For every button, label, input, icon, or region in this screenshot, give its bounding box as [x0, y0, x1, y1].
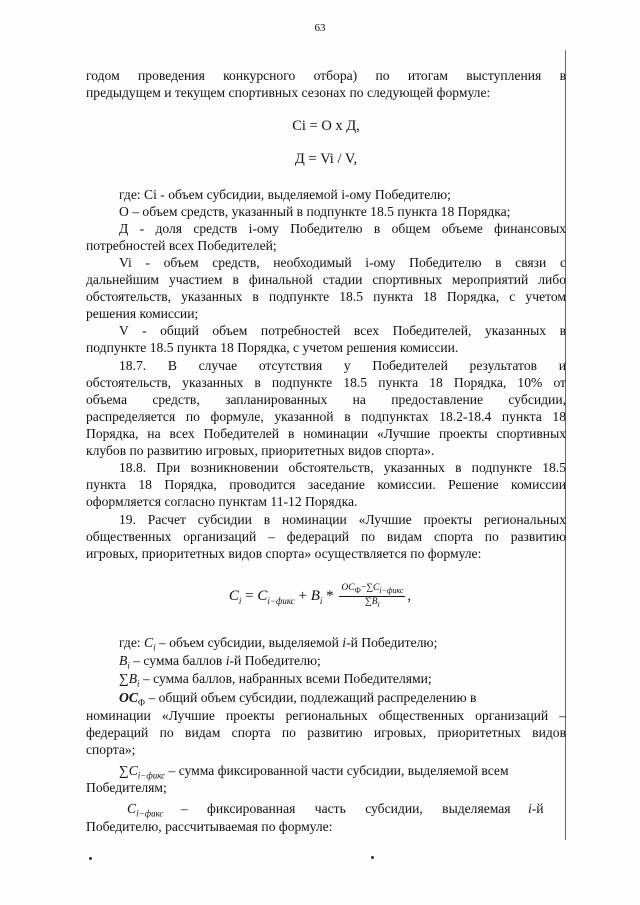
- text-line: игровых, приоритетных видов спорта» осуществляется по формуле:: [86, 546, 482, 561]
- text-line: объема средств, запланированных на предоставление субсидии,: [86, 392, 566, 407]
- text-line: V - общий объем потребностей всех Победителей, указанных в: [119, 323, 566, 338]
- text-line: Победителям;: [86, 780, 167, 795]
- formula-d: Д = Vi / V,: [294, 151, 358, 167]
- text-line: потребностей всех Победителей;: [86, 238, 277, 253]
- text-line: годом проведения конкурсного отбора) по итогам выступления в: [86, 68, 566, 83]
- text-line: федераций по видам спорта по развитию игровых, приоритетных видов: [86, 725, 566, 740]
- text-line: где: Сi - объем субсидии, выделяемой i-ому Победителю;: [119, 187, 451, 202]
- text-line: клубов по развитию игровых, приоритетных видов спорта».: [86, 443, 435, 458]
- text-line: О – объем средств, указанный в подпункте 18.5 пункта 18 Порядка;: [119, 204, 511, 219]
- definition-ci: где: $C_i$ – объем субсидии, выделяемой i-й Победителю;: [119, 635, 438, 653]
- text-line: 18.7. В случае отсутствия у Победителей результатов и: [119, 358, 566, 373]
- text-line: номинации «Лучшие проекты региональных общественных организаций –: [86, 708, 566, 723]
- text-line: обстоятельств, указанных в подпункте 18.5 пункта 18 Порядка, с учетом: [86, 289, 566, 304]
- definition-bi: $B_i$ – сумма баллов i-й Победителю;: [119, 653, 321, 671]
- text-line: 18.8. При возникновении обстоятельств, указанных в подпункте 18.5: [119, 460, 566, 475]
- scan-speck: [371, 856, 374, 859]
- text-line: спорта»;: [86, 742, 136, 757]
- text-line: дальнейшим участием в финальной стадии спортивных мероприятий либо: [86, 272, 566, 287]
- text-line: Vi - объем средств, необходимый i-ому Победителю в связи с: [119, 255, 566, 270]
- text-line: Порядка, на всех Победителей в номинации «Лучшие проекты спортивных: [86, 426, 566, 441]
- text-line: Победителю, рассчитываемая по формуле:: [86, 819, 333, 834]
- text-line: распределяется по формуле, указанной в подпунктах 18.2-18.4 пункта 18: [86, 409, 566, 424]
- text-line: общественных организаций – федераций по видам спорта по развитию: [86, 529, 566, 544]
- text-line: оформляется согласно пунктам 11-12 Порядка.: [86, 494, 358, 509]
- definition-cfix: $C_{i-фикс}$ – фиксированная часть субсидии, выделяемая i-й: [127, 801, 544, 819]
- text-line: решения комиссии;: [86, 306, 199, 321]
- text-line: обстоятельств, указанных в подпункте 18.5 пункта 18 Порядка, 10% от: [86, 375, 566, 390]
- definition-ocf: $ОС_Ф$ – общий объем субсидии, подлежащий распределению в: [119, 690, 477, 708]
- text-line: предыдущем и текущем спортивных сезонах по следующей формуле:: [86, 85, 491, 100]
- definition-sum-bi: $\sum B_i$ – сумма баллов, набранных всеми Победителями;: [119, 671, 432, 689]
- text-line: 19. Расчет субсидии в номинации «Лучшие проекты региональных: [119, 512, 566, 527]
- definition-sum-cfix: $\sum C_{i-фикс}$ – сумма фиксированной части субсидии, выделяемой всем: [119, 763, 509, 781]
- text-line: подпункте 18.5 пункта 18 Порядка, с учетом решения комиссии.: [86, 340, 459, 355]
- text-line: Д - доля средств i-ому Победителю в общем объеме финансовых: [119, 221, 566, 236]
- formula-subsidy: $C_i = C_{i-фикс} + B_i$ * $\frac{ОС_Ф-\sum C_{i-фикс}}{\sum B_i}$ ,: [228, 583, 412, 609]
- scan-speck: [89, 857, 92, 860]
- text-line: пункта 18 Порядка, проводится заседание комиссии. Решение комиссии: [86, 477, 566, 492]
- formula-fraction: $\frac{ОС_Ф-\sum C_{i-фикс}}{\sum B_i}$: [341, 583, 404, 609]
- formula-ci: Сi = О х Д,: [292, 118, 360, 134]
- page-number: 63: [314, 22, 326, 34]
